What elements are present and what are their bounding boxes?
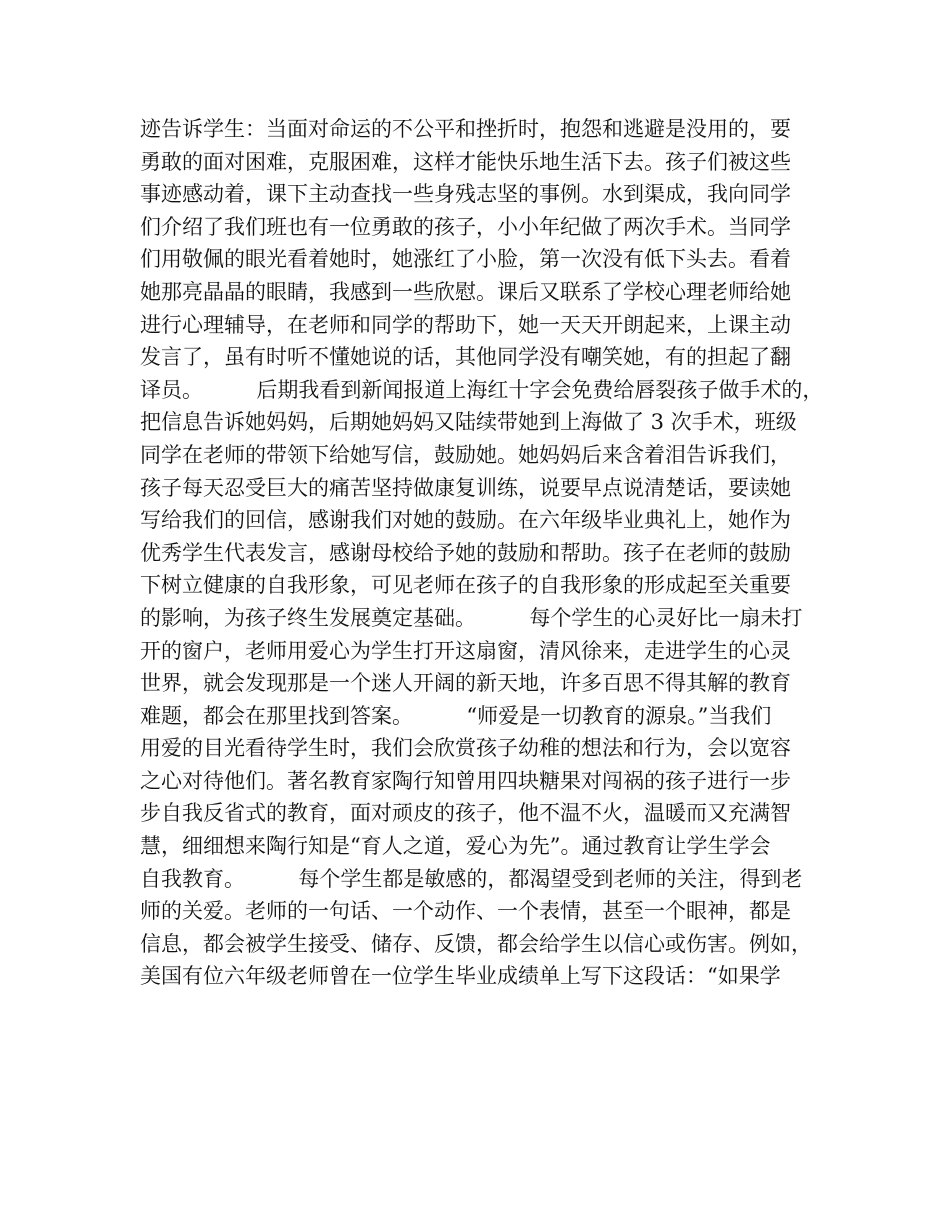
text-line: 勇敢的面对困难，克服困难，这样才能快乐地生活下去。孩子们被这些 xyxy=(140,149,791,174)
text-line: 发言了，虽有时听不懂她说的话，其他同学没有嘲笑她，有的担起了翻 xyxy=(140,345,791,370)
text-line: 步自我反省式的教育，面对顽皮的孩子，他不温不火，温暖而又充满智 xyxy=(140,801,791,826)
body-text xyxy=(140,113,840,993)
text-line: 进行心理辅导，在老师和同学的帮助下，她一天天开朗起来，上课主动 xyxy=(140,312,791,337)
text-line: 世界，就会发现那是一个迷人开阔的新天地，许多百思不得其解的教育 xyxy=(140,671,791,696)
text-line: 事迹感动着，课下主动查找一些身残志坚的事例。水到渠成，我向同学 xyxy=(140,182,791,207)
text-line: 迹告诉学生：当面对命运的不公平和挫折时，抱怨和逃避是没用的，要 xyxy=(140,117,791,141)
text-line: 自我教育。 每个学生都是敏感的，都渴望受到老师的关注，得到老 xyxy=(140,866,803,891)
text-line: 优秀学生代表发言，感谢母校给予她的鼓励和帮助。孩子在老师的鼓励 xyxy=(140,540,791,565)
text-line: 们介绍了我们班也有一位勇敢的孩子，小小年纪做了两次手术。当同学 xyxy=(140,214,791,239)
text-line: 把信息告诉她妈妈，后期她妈妈又陆续带她到上海做了 3 次手术，班级 xyxy=(140,410,797,435)
text-line: 孩子每天忍受巨大的痛苦坚持做康复训练，说要早点说清楚话，要读她 xyxy=(140,475,791,500)
text-line: 她那亮晶晶的眼睛，我感到一些欣慰。课后又联系了学校心理老师给她 xyxy=(140,279,791,304)
text-line: 的影响，为孩子终生发展奠定基础。 每个学生的心灵好比一扇未打 xyxy=(140,605,803,630)
text-line: 下树立健康的自我形象，可见老师在孩子的自我形象的形成起至关重要 xyxy=(140,573,791,598)
text-line: 写给我们的回信，感谢我们对她的鼓励。在六年级毕业典礼上，她作为 xyxy=(140,508,791,533)
text-line: 难题，都会在那里找到答案。 “师爱是一切教育的源泉。”当我们 xyxy=(140,703,772,728)
text-line: 之心对待他们。著名教育家陶行知曾用四块糖果对闯祸的孩子进行一步 xyxy=(140,768,791,793)
text-line: 们用敬佩的眼光看着她时，她涨红了小脸，第一次没有低下头去。看着 xyxy=(140,247,791,272)
text-line: 用爱的目光看待学生时，我们会欣赏孩子幼稚的想法和行为，会以宽容 xyxy=(140,736,791,761)
text-line: 师的关爱。老师的一句话、一个动作、一个表情，甚至一个眼神，都是 xyxy=(140,899,791,924)
text-line: 信息，都会被学生接受、储存、反馈，都会给学生以信心或伤害。例如， xyxy=(140,931,812,956)
text-line: 同学在老师的带领下给她写信，鼓励她。她妈妈后来含着泪告诉我们， xyxy=(140,442,791,467)
text-line: 美国有位六年级老师曾在一位学生毕业成绩单上写下这段话：“如果学 xyxy=(140,964,781,989)
text-line: 慧，细细想来陶行知是“育人之道，爱心为先”。通过教育让学生学会 xyxy=(140,834,771,859)
text-line: 开的窗户，老师用爱心为学生打开这扇窗，清风徐来，走进学生的心灵 xyxy=(140,638,791,663)
text-line: 译员。 后期我看到新闻报道上海红十字会免费给唇裂孩子做手术的， xyxy=(140,377,824,402)
